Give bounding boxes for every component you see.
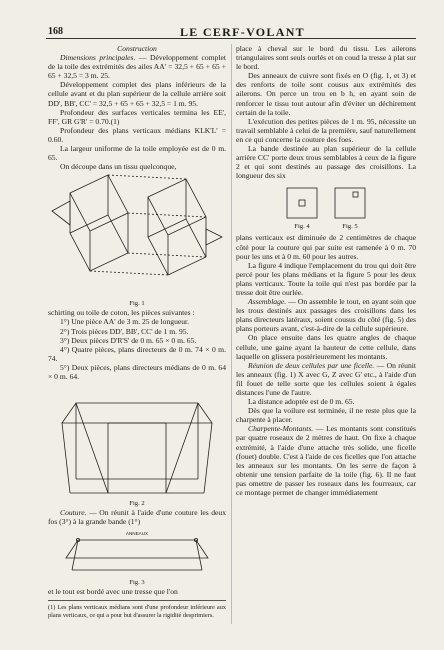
list-item: 3°) Deux pièces D'R'S' de 0 m. 65 × 0 m. 65. [60, 335, 197, 345]
paragraph-text: — On réunit les anneaux (fig. 1) X avec G, Z avec G' etc., à l'aide d'un fil fouet de telle sorte que les cellules soient à égales distances l'une de l'autre. [236, 360, 416, 397]
paragraph: Profondeur des surfaces verticales termina les EE', FF', GR G'R' = 0.70.(1) [48, 107, 226, 126]
figure-3-label: ANNEAUX [125, 531, 149, 537]
run-in-heading: Assemblage. [248, 297, 287, 307]
list-item: 1°) Une pièce AA' de 3 m. 25 de longueur. [60, 317, 190, 327]
right-column [236, 44, 416, 497]
page-header [0, 0, 444, 39]
box-kite-brace [166, 403, 198, 493]
figure-3-drawing [48, 526, 226, 578]
box-kite-frame [62, 403, 212, 423]
wing-panel [66, 540, 208, 558]
list-item: 5°) Deux pièces, plans directeurs médians de 0 m. 64 × 0 m. 64. [48, 362, 226, 381]
box-kite-strut [204, 423, 212, 493]
figure-4-caption: Fig. 4 [294, 223, 310, 231]
figure-1-caption: Fig. 1 [129, 300, 145, 308]
box-kite-strut [62, 423, 70, 493]
paragraph: et le tout est bordé avec une tresse que l'on [48, 587, 178, 597]
rear-cell-lower [148, 219, 206, 275]
front-cell-lower [70, 215, 128, 271]
box-kite-brace [76, 403, 108, 493]
panel [287, 188, 317, 218]
paragraph [236, 297, 416, 333]
paragraph: Des anneaux de cuivre sont fixés en O (fig. 1, et 3) et des renforts de toile sont cousus aux extrémités des ailerons. On perce un trou en b h, en ayant soin de renforcer le tissu tout autour afin d'éviter un déchirement certain de la toile. [236, 71, 416, 117]
figure-2-drawing [48, 381, 226, 499]
wing-triangle [52, 201, 70, 225]
paragraph: Développement complet des plans inférieurs de la cellule avant et du plan supérieur de la cellule arrière soit DD', BB', CC' = 32,5 + 65 + 65 + 32,5 = 1 m. 95. [48, 80, 226, 108]
connecting-cord [108, 175, 186, 179]
paragraph: Dès que la voilure est terminée, il ne reste plus que la charpente à placer. [236, 406, 416, 425]
list-item: 2°) Trois pièces DD', BB', CC' de 1 m. 95. [60, 326, 189, 336]
connecting-cord [90, 271, 168, 275]
rear-cell [148, 179, 206, 235]
figure-5 [333, 186, 367, 231]
paragraph [236, 424, 416, 497]
figure-4 [285, 186, 319, 231]
left-column [48, 44, 226, 620]
run-in-heading: Charpente-Montants. [248, 424, 314, 434]
figure-2-caption: Fig. 2 [129, 500, 145, 508]
figure-5-drawing [333, 186, 367, 220]
run-in-heading: Couture. [60, 508, 87, 518]
header-rule [46, 38, 416, 39]
figure-3-caption: Fig. 3 [129, 579, 145, 587]
figure-3 [48, 526, 226, 587]
figure-4-drawing [285, 186, 319, 220]
figure-2 [48, 381, 226, 508]
paragraph: On place ensuite dans les quatre angles de chaque cellule, une gaine ayant la hauteur de cette cellule, dans laquelle on glissera postérieurement les montants. [236, 333, 416, 361]
hole [353, 192, 358, 197]
run-in-heading: Réunion de deux cellules par une ficelle. [248, 360, 375, 370]
paragraph [48, 53, 226, 80]
paragraph: La bande destinée au plan supérieur de la cellule arrière CC' porte deux trous semblables à ceux de la figure 2 et qui sont destinés au passage des croisillons. La longueur des six [236, 144, 416, 181]
figure-1 [48, 171, 226, 308]
paragraph-text: — Les montants sont constitués par quatre roseaux de 2 mètres de haut. On fixe à chaque extrémité, à l'aide d'une attache très solide, une ficelle (fouet) double. C'est à l'aide de ces ficelles que l'on attache les anneaux sur les montants. On les serre de façon à obtenir une tension parfaite de la toile (fig. 6). Il ne faut pas omettre de passer les roseaux dans les fourreaux, car ce montage permet de changer immédiatement [236, 424, 416, 498]
paragraph: On découpe dans un tissu quelconque, [60, 162, 177, 172]
paragraph: schirting ou toile de coton, les pièces suivantes : [48, 308, 195, 318]
figures-4-5 [236, 186, 416, 231]
running-title: LE CERF-VOLANT [180, 25, 305, 39]
run-in-heading: Dimensions principales. [60, 53, 136, 63]
footnote: (1) Les plans verticaux médians sont d'une profondeur inférieure aux plans verticaux, ce qui a pour but d'assurer la rigidité desprimiers. [48, 600, 226, 619]
connecting-cord [128, 213, 206, 217]
paragraph-text: — Développement complet de la toile des extrémités des ailes AA' = 32,5 + 65 + 65 + 65 + 32,5 = 3 m. 25. [48, 53, 227, 81]
column-separator [231, 44, 232, 624]
paragraph: place à cheval sur le bord du tissu. Les ailerons triangulaires sont seuls ourlés et on coud la tresse à plat sur le bord. [236, 44, 416, 72]
paragraph: La distance adoptée est de 0 m. 65. [248, 397, 355, 407]
page-number: 168 [48, 26, 63, 37]
paragraph: La figure 4 indique l'emplacement du trou qui doit être percé pour les plans médians et la figure 5 pour les deux plans verticaux. Toute la toile qui n'est pas bordée par la tresse doit être ourlée. [236, 260, 416, 297]
connecting-cord [128, 253, 206, 257]
figure-1-drawing [48, 171, 226, 299]
paragraph: La largeur uniforme de la toile employée est de 0 m. 65. [48, 144, 226, 163]
panel [335, 188, 365, 218]
paragraph [236, 361, 416, 397]
paragraph: plans verticaux est diminuée de 2 centimètres de chaque côté pour la couture qui par suite est ramenée à 0 m. 70 pour les uns et à 0 m. 60 pour les autres. [236, 233, 416, 261]
front-cell [70, 175, 128, 231]
paragraph [48, 508, 226, 526]
figure-5-caption: Fig. 5 [342, 223, 358, 231]
paragraph-text: — On réunit à l'aide d'une couture les deux fos (3°) à la grande bande (1°) [48, 508, 226, 527]
wing-triangle [206, 229, 222, 245]
list-item: 4°) Quatre pièces, plans directeurs de 0 m. 74 × 0 m. 74. [48, 344, 226, 363]
section-title: Construction [117, 44, 157, 53]
paragraph: Profondeur des plans verticaux médians KLK'L' = 0.60. [48, 125, 226, 144]
paragraph: L'exécution des petites pièces de 1 m. 95, nécessite un travail semblable à celui de la première, sauf naturellement en ce qui concerne la couture des foes. [236, 116, 416, 144]
paragraph-text: — On assemble le tout, en ayant soin que les trous destinés aux passages des croisillons dans les plans directeurs latéraux, soient cousus du côté (fig. 5) des plans porteurs avant, c'est-à-dire de la cellule supérieure. [236, 297, 416, 334]
hole [299, 200, 305, 206]
